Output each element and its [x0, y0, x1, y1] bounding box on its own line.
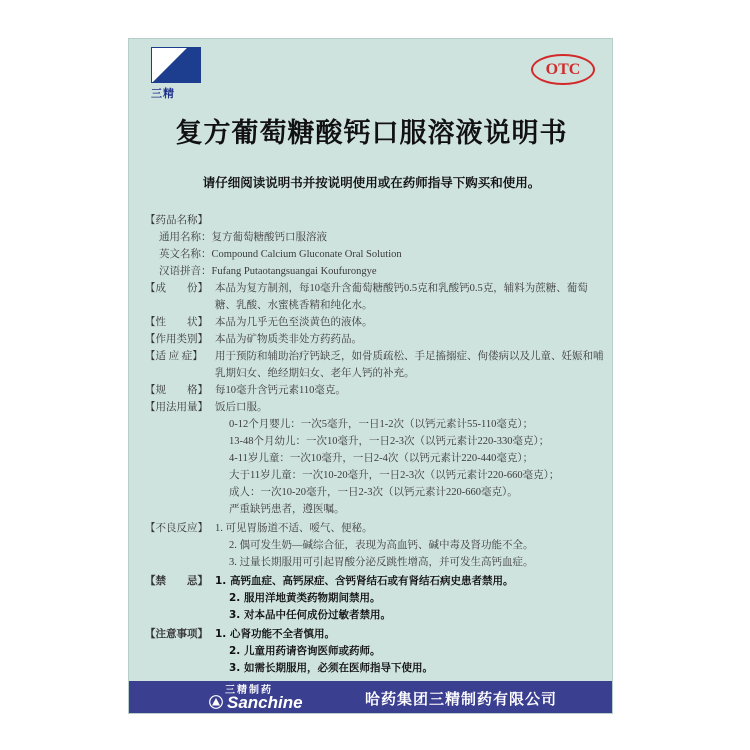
dosage-line: 严重缺钙患者，遵医嘱。	[229, 504, 345, 515]
insert-content	[145, 212, 605, 677]
footer-brand-cn: 三精制药	[225, 685, 273, 696]
section-adverse	[145, 520, 605, 537]
section-drug-name	[145, 212, 605, 229]
dosage-line: 13-48个月幼儿：一次10毫升，一日2-3次（以钙元素计220-330毫克）；	[229, 436, 550, 447]
caution-line: 2. 儿童用药请咨询医师或药师。	[229, 645, 381, 657]
otc-badge: OTC	[531, 54, 595, 85]
english-name-line	[159, 246, 605, 263]
dosage-line: 大于11岁儿童：一次10-20毫升，一日2-3次（以钙元素计220-660毫克）；	[229, 470, 560, 481]
section-text: 1. 可见胃肠道不适、嗳气、便秘。	[215, 523, 373, 534]
sanjing-logo-icon	[151, 47, 201, 83]
generic-name-line	[159, 229, 605, 246]
contra-line: 2. 服用洋地黄类药物期间禁用。	[229, 592, 381, 604]
section-category	[145, 331, 605, 348]
section-label: 【用法用量】	[145, 402, 208, 413]
section-text: 本品为几乎无色至淡黄色的液体。	[215, 317, 373, 328]
section-precautions	[145, 626, 605, 643]
section-spec	[145, 382, 605, 399]
pinyin-line	[159, 263, 605, 280]
adverse-line: 3. 过量长期服用可引起胃酸分泌反跳性增高，并可发生高钙血症。	[229, 557, 534, 568]
section-text: 饭后口服。	[215, 402, 268, 413]
section-text: 本品为矿物质类非处方药药品。	[215, 334, 362, 345]
caution-line: 3. 如需长期服用，必须在医师指导下使用。	[229, 662, 433, 674]
sanchine-triangle-icon	[209, 695, 223, 709]
section-label: 【性 状】	[145, 317, 208, 328]
section-text: 本品为复方制剂，每10毫升含葡萄糖酸钙0.5克和乳酸钙0.5克，辅料为蔗糖、葡萄糖、乳酸、水蜜桃香精和纯化水。	[215, 283, 588, 311]
brand-name: 三精	[151, 87, 175, 100]
section-label: 【禁 忌】	[145, 575, 208, 587]
footer-company: 哈药集团三精制药有限公司	[365, 690, 558, 708]
reading-notice: 请仔细阅读说明书并按说明使用或在药师指导下购买和使用。	[202, 175, 541, 190]
dosage-line: 0-12个月婴儿：一次5毫升，一日1-2次（以钙元素计55-110毫克）；	[229, 419, 534, 430]
section-indications	[145, 348, 605, 382]
section-label: 【适 应 症】	[145, 351, 203, 362]
adverse-line: 2. 偶可发生奶—碱综合征，表现为高血钙、碱中毒及肾功能不全。	[229, 540, 534, 551]
section-label: 【注意事项】	[145, 628, 208, 640]
field-label: 英文名称：	[159, 249, 212, 260]
brand-logo	[151, 47, 213, 105]
section-label: 【规 格】	[145, 385, 208, 396]
field-value: 复方葡萄糖酸钙口服溶液	[211, 232, 327, 243]
section-dosage	[145, 399, 605, 416]
field-label: 汉语拼音：	[159, 266, 212, 277]
section-ingredients	[145, 280, 605, 314]
section-text: 用于预防和辅助治疗钙缺乏，如骨质疏松、手足搐搦症、佝偻病以及儿童、妊娠和哺乳期妇女、绝经期妇女、老年人钙的补充。	[215, 351, 604, 379]
section-label: 【成 份】	[145, 283, 208, 294]
section-appearance	[145, 314, 605, 331]
package-insert-sheet	[128, 38, 613, 714]
dosage-line: 成人：一次10-20毫升，一日2-3次（以钙元素计220-660毫克）。	[229, 487, 518, 498]
field-value: Fufang Putaotangsuangai Koufurongye	[211, 266, 377, 277]
section-text: 1. 心肾功能不全者慎用。	[215, 628, 335, 640]
footer-brand-en: Sanchine	[227, 693, 303, 712]
footer-bar	[129, 681, 612, 714]
section-text: 1. 高钙血症、高钙尿症、含钙肾结石或有肾结石病史患者禁用。	[215, 575, 514, 587]
section-label: 【作用类别】	[145, 334, 208, 345]
section-label: 【药品名称】	[145, 215, 208, 226]
field-value: Compound Calcium Gluconate Oral Solution	[211, 249, 402, 260]
dosage-line: 4-11岁儿童：一次10毫升，一日2-4次（以钙元素计220-440毫克）；	[229, 453, 534, 464]
contra-line: 3. 对本品中任何成份过敏者禁用。	[229, 609, 391, 621]
section-contraindications	[145, 573, 605, 590]
document-title: 复方葡萄糖酸钙口服溶液说明书	[175, 118, 568, 149]
section-label: 【不良反应】	[145, 523, 208, 534]
field-label: 通用名称：	[159, 232, 212, 243]
section-text: 每10毫升含钙元素110毫克。	[215, 385, 346, 396]
